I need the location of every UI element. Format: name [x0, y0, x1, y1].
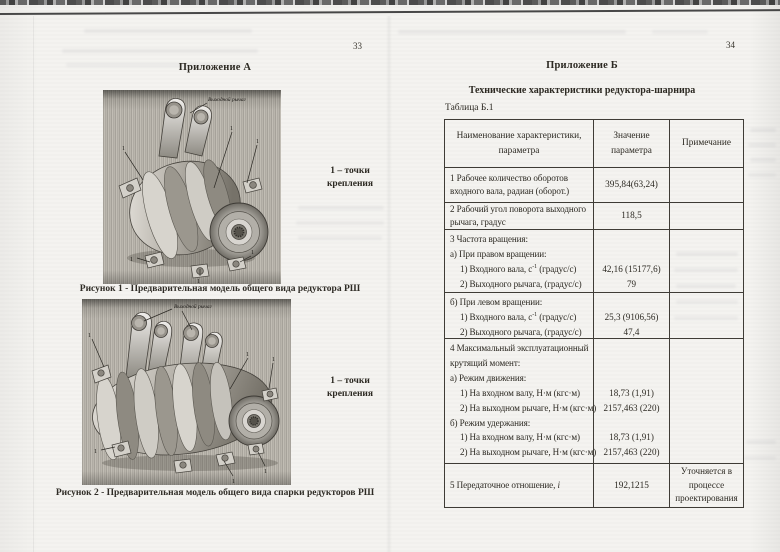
bleed-through [652, 30, 708, 34]
scan-top-rule [0, 9, 780, 15]
parameter-value: 2157,463 (220) [603, 447, 660, 458]
table-row [445, 167, 743, 202]
bleed-through [748, 173, 776, 177]
bleed-through [746, 440, 776, 444]
figure2-photo [82, 299, 291, 485]
parameter-name-cell [445, 203, 593, 229]
parameter-value [594, 341, 669, 356]
callout-1: 1 [264, 469, 267, 475]
parameter-line: а) При правом вращении: [450, 248, 547, 259]
parameter-value-cell [593, 293, 669, 340]
table-row [445, 292, 743, 338]
parameter-value: 42,16 (15177,6) [602, 263, 661, 274]
note-line: Уточняется в [680, 465, 733, 476]
parameter-value: 395,84(63,24) [605, 180, 658, 190]
table-header-cell [593, 120, 669, 167]
parameter-line: 2) Выходного рычага, (градус/с) [460, 326, 582, 337]
parameter-line: 2) На выходном рычаге, Н·м (кгс·м) [460, 402, 597, 413]
parameter-value: 47,4 [623, 326, 640, 337]
figure2-drawing [82, 299, 291, 485]
note-cell [669, 293, 743, 340]
note-line: процессе [688, 479, 725, 490]
parameter-value: 192,1215 [614, 480, 649, 491]
bleed-through [298, 206, 384, 210]
parameter-value [594, 416, 669, 431]
table-header-row [445, 120, 743, 167]
figure2-caption: Рисунок 2 - Предварительная модель общего вида спарки редукторов РШ [55, 488, 375, 498]
parameter-value: 25,3 (9106,56) [604, 311, 659, 322]
reducer-end-face [229, 396, 279, 446]
table-header-line: Значение [613, 131, 650, 141]
parameter-value: 2157,463 (220) [603, 402, 660, 413]
parameter-line: 2 Рабочий угол поворота выходного [450, 204, 586, 215]
parameter-line: 4 Максимальный эксплуатационный [450, 343, 589, 353]
parameter-value [594, 295, 669, 310]
bleed-through [296, 221, 384, 225]
table-row [445, 463, 743, 507]
callout-1: 1 [232, 479, 235, 485]
parameter-name-cell [445, 293, 593, 340]
parameter-name-cell [445, 230, 593, 292]
callout-1: 1 [256, 139, 259, 145]
appendix-b-heading: Приложение Б [546, 60, 618, 71]
callout-1: 1 [246, 352, 249, 358]
parameter-value [594, 356, 669, 371]
mounting-points-note: 1 – точки крепления [326, 166, 374, 189]
callout-1: 1 [94, 449, 97, 455]
parameter-line: б) При левом вращении: [450, 297, 543, 307]
callout-1: 1 [130, 257, 133, 263]
parameter-value [594, 247, 669, 262]
table [444, 119, 744, 508]
bleed-through [750, 158, 776, 162]
parameter-value: 118,5 [621, 211, 642, 221]
table-row [445, 202, 743, 229]
callout-1: 1 [122, 146, 125, 152]
parameter-value [594, 232, 669, 247]
note-cell [669, 464, 743, 507]
parameter-value [594, 371, 669, 386]
parameter-line: 1) Входного вала, $с^{-1}$ (градус/с) [460, 311, 577, 322]
table-header-line: параметра [611, 145, 652, 156]
parameter-value-cell [593, 339, 669, 463]
parameter-line: 5 Передаточное отношение, i [450, 480, 560, 491]
table-row [445, 338, 743, 463]
figure1-caption: Рисунок 1 - Предварительная модель общего вида редуктора РШ [79, 284, 361, 294]
note-cell [669, 339, 743, 463]
callout-1: 1 [251, 250, 254, 256]
page-number-left: 33 [353, 41, 362, 51]
figure1-photo [103, 90, 281, 284]
parameter-line: 1 Рабочее количество оборотов [450, 173, 568, 184]
reducer-end-face [210, 203, 268, 261]
note-cell [669, 203, 743, 229]
parameter-value: 79 [626, 278, 637, 289]
table-header-line: Примечание [682, 138, 731, 149]
callout-1: 1 [230, 126, 233, 132]
parameter-name-cell [445, 339, 597, 463]
bleed-through [298, 236, 382, 240]
parameter-value-cell [593, 464, 669, 507]
bleed-through [748, 143, 776, 147]
figure1-drawing [103, 90, 281, 284]
page-gutter [386, 16, 392, 552]
parameter-line: 3 Частота вращения: [450, 234, 528, 244]
bleed-through [750, 128, 776, 132]
bleed-through [398, 30, 626, 34]
parameter-value: 18,73 (1,91) [609, 387, 654, 398]
bleed-through [744, 456, 776, 460]
table-header-cell [669, 120, 743, 167]
page-edge-line [33, 16, 34, 552]
parameter-line: крутящий момент: [450, 357, 521, 368]
mounting-points-note: 1 – точки крепления [326, 376, 374, 399]
page-number-right: 34 [726, 40, 735, 50]
note-cell [669, 230, 743, 292]
callout-1: 1 [88, 333, 91, 339]
bleed-through [84, 29, 252, 33]
bleed-through [62, 49, 258, 53]
parameter-line: 1) На входном валу, Н·м (кгс·м) [460, 432, 580, 443]
parameter-line: рычага, градус [450, 217, 506, 227]
parameter-line: 1) На входном валу, Н·м (кгс·м) [460, 387, 580, 398]
appendix-a-heading: Приложение А [178, 62, 252, 73]
parameter-value-cell [593, 168, 669, 202]
parameter-line: входного вала, радиан (оборот.) [450, 186, 570, 196]
parameter-value: 18,73 (1,91) [609, 432, 654, 443]
callout-1: 1 [272, 357, 275, 363]
parameter-name-cell [445, 168, 593, 202]
output-lever-label: Выходной рычаг [208, 97, 246, 103]
table-header-cell [445, 120, 593, 167]
parameter-name-cell [445, 464, 593, 507]
parameter-line: а) Режим движения: [450, 372, 527, 383]
note-cell [669, 168, 743, 202]
table-header-line: параметра [498, 145, 540, 156]
parameter-line: 2) На выходном рычаге, Н·м (кгс·м) [460, 447, 597, 458]
table-row [445, 229, 743, 292]
table-title: Технические характеристики редуктора-шарнира [468, 85, 696, 96]
output-lever-label: Выходной рычаг [174, 304, 212, 310]
table-header-line: Наименование характеристики, [456, 131, 582, 141]
parameter-value-cell [593, 230, 669, 292]
table-label: Таблица Б.1 [445, 103, 494, 113]
parameter-line: б) Режим удержания: [450, 417, 531, 428]
parameter-line: 1) Входного вала, $с^{-1}$ (градус/с) [460, 263, 577, 274]
parameter-value-cell [593, 203, 669, 229]
parameter-line: 2) Выходного рычага, (градус/с) [460, 278, 582, 289]
scan-edge-strip [0, 0, 780, 5]
callout-1: 1 [197, 279, 200, 284]
note-line: проектирования [675, 493, 738, 504]
